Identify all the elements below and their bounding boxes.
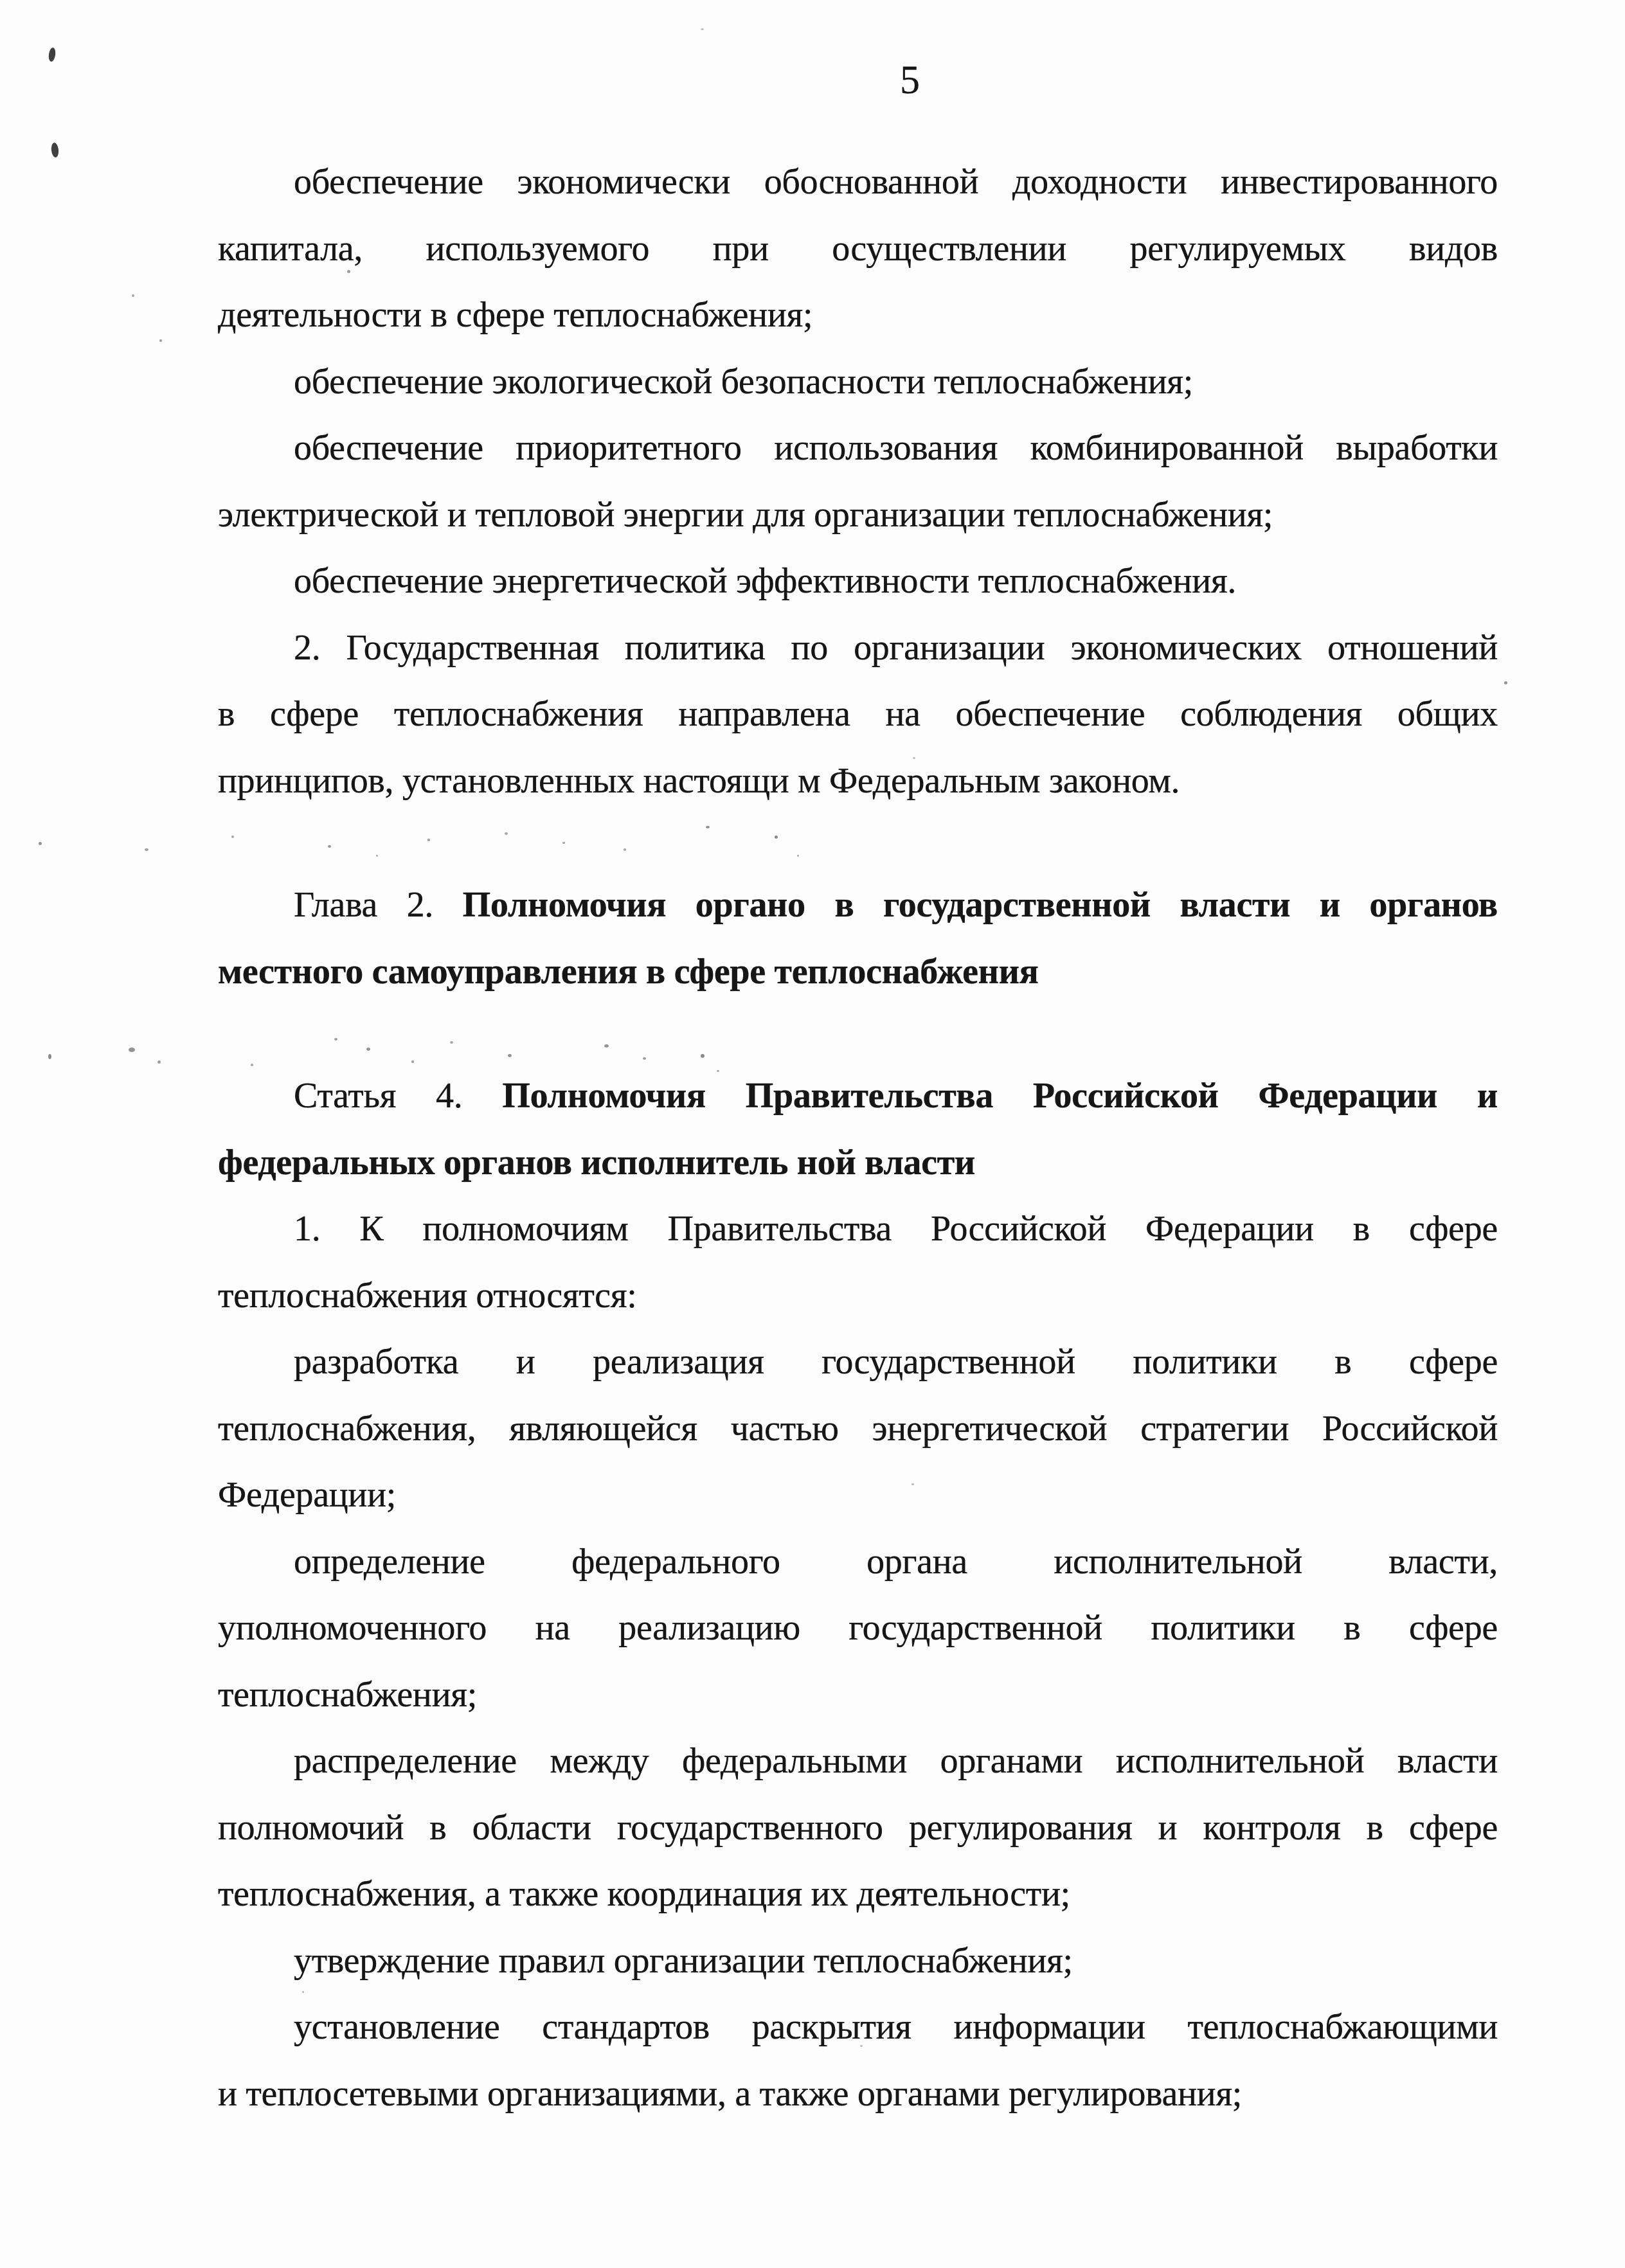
scan-speck [860,2045,863,2047]
heading-text: Глава 2. [294,885,463,925]
scan-speck [701,28,704,30]
page-number: 5 [900,58,920,102]
text-line: полномочий в области государственного регулирования и контроля в сфере [218,1807,1498,1848]
scan-speck [334,1038,337,1040]
scan-speck [145,848,148,851]
scan-speck [302,1991,304,1993]
scan-speck [328,845,331,848]
scan-speck [562,842,565,844]
text-line: обеспечение приоритетного использования комбинированной выработки [294,428,1498,468]
para-invested-capital [218,149,1498,349]
scan-speck [251,1064,253,1066]
text-line: электрической и тепловой энергии для организации теплоснабжения; [218,494,1273,535]
heading-text-bold: Полномочия Правительства Российской Федерации и [502,1076,1498,1116]
scan-speck [411,1060,414,1063]
document-body [218,149,1498,2127]
text-line: принципов, установленных настоящи м Федеральным законом. [218,760,1180,801]
text-line [218,872,1498,939]
text-line [218,939,1498,1006]
text-line: 2. Государственная политика по организации экономических отношений [294,627,1498,668]
para-government-powers-intro [218,1196,1498,1329]
scan-speck [911,1483,914,1485]
article-4-heading [218,1063,1498,1196]
scan-speck [913,757,915,759]
scan-speck [48,47,57,62]
scan-speck [231,835,234,838]
scan-speck [159,339,162,342]
heading-text-bold: местного самоуправления в сфере теплоснабжения [218,951,1039,992]
text-line: 1. К полномочиям Правительства Российской Федерации в сфере [294,1209,1498,1249]
para-rules-approval [218,1928,1498,1995]
text-line: и теплосетевыми организациями, а также органами регулирования; [218,2073,1243,2114]
text-line: теплоснабжения, являющейся частью энергетической стратегии Российской [218,1408,1498,1449]
para-combined-generation [218,415,1498,548]
para-powers-distribution [218,1728,1498,1928]
scan-speck [706,826,710,828]
scan-speck [604,1044,609,1048]
text-line: обеспечение экономически обоснованной доходности инвестированного [294,162,1498,202]
scan-speck [624,848,626,851]
scan-speck [39,842,42,845]
text-line: деятельности в сфере теплоснабжения; [218,295,813,335]
scan-speck [643,1057,646,1060]
text-line: капитала, используемого при осуществлении регулируемых видов [218,228,1498,269]
text-line: теплоснабжения, а также координация их деятельности; [218,1874,1070,1914]
heading-text-bold: Полномочия органо в государственной власти и органов [462,885,1498,925]
scan-speck [775,835,778,839]
scan-speck [701,1054,705,1058]
text-line: уполномоченного на реализацию государственной политики в сфере [218,1608,1498,1648]
scan-speck [157,1060,161,1064]
scan-speck [366,1048,370,1051]
scan-speck [717,1070,719,1072]
scan-speck [508,1054,512,1057]
text-line: установление стандартов раскрытия информации теплоснабжающими [294,2007,1498,2047]
text-line: утверждение правил организации теплоснабжения; [294,1940,1073,1981]
para-federal-executive-body [218,1529,1498,1729]
text-line [218,1063,1498,1130]
text-line: обеспечение экологической безопасности теплоснабжения; [294,361,1193,402]
scan-speck [132,294,134,297]
scan-speck [427,839,430,841]
chapter-2-heading [218,872,1498,1005]
para-ecological-safety [218,349,1498,416]
scan-speck [129,1048,135,1052]
scan-speck [1504,681,1507,684]
text-line [218,1130,1498,1197]
text-line: разработка и реализация государственной политики в сфере [294,1342,1498,1382]
para-state-policy [218,615,1498,815]
text-line: Федерации; [218,1475,397,1515]
scan-speck [48,1054,51,1059]
heading-text-bold: федеральных органов исполнитель ной власти [218,1142,975,1183]
scan-speck [450,1041,453,1044]
scan-speck [51,142,59,157]
scan-speck [376,855,378,857]
text-line: теплоснабжения; [218,1674,477,1715]
scan-speck [505,832,508,835]
text-line: в сфере теплоснабжения направлена на обеспечение соблюдения общих [218,694,1498,734]
text-line: определение федерального органа исполнительной власти, [294,1541,1498,1582]
para-energy-efficiency [218,548,1498,615]
scan-speck [347,270,350,273]
text-line: распределение между федеральными органами исполнительной власти [294,1741,1498,1781]
text-line: теплоснабжения относятся: [218,1275,637,1316]
para-disclosure-standards [218,1994,1498,2127]
heading-text: Статья 4. [294,1076,503,1116]
para-policy-development [218,1329,1498,1529]
scan-speck [797,855,799,857]
text-line: обеспечение энергетической эффективности теплоснабжения. [294,561,1237,601]
